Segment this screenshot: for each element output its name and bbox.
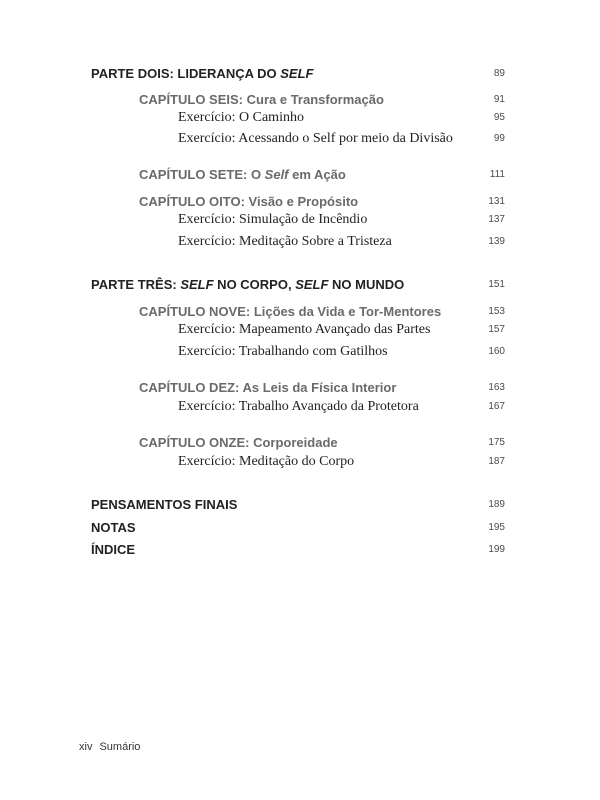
toc-entry-title: CAPÍTULO ONZE: Corporeidade	[139, 435, 338, 450]
toc-entry-chapter-seven	[0, 165, 600, 185]
toc-entry-page: 139	[488, 236, 505, 247]
page-footer	[79, 741, 147, 753]
toc-entry-title: PENSAMENTOS FINAIS	[91, 497, 238, 512]
toc-entry-page: 89	[493, 68, 505, 79]
toc-entry-title: Exercício: Acessando o Self por meio da Divisão	[178, 131, 453, 146]
toc-entry-page: 187	[488, 456, 505, 467]
toc-entry-title: PARTE TRÊS: SELF NO CORPO, SELF NO MUNDO	[91, 277, 405, 292]
toc-entry-exercise	[0, 397, 600, 417]
toc-entry-page: 167	[488, 401, 505, 412]
toc-entry-title: Exercício: Meditação do Corpo	[178, 454, 355, 469]
toc-entry-page: 153	[488, 306, 505, 317]
toc-entry-page: 199	[488, 544, 505, 555]
toc-entry-title: CAPÍTULO DEZ: As Leis da Física Interior	[139, 380, 397, 395]
toc-entry-page: 91	[493, 94, 505, 105]
toc-entry-page: 131	[488, 196, 505, 207]
toc-entry-chapter-six	[0, 90, 600, 110]
toc-entry-title: Exercício: Mapeamento Avançado das Partes	[178, 322, 431, 337]
toc-entry-page: 111	[489, 169, 505, 180]
toc-entry-page: 175	[488, 437, 505, 448]
toc-entry-title: Exercício: Trabalhando com Gatilhos	[178, 344, 388, 359]
footer-page-number: xiv	[79, 741, 93, 753]
toc-entry-page: 151	[488, 279, 505, 290]
toc-entry-page: 95	[493, 112, 505, 123]
footer-section-title: Sumário	[99, 741, 141, 753]
toc-entry-part-two	[0, 64, 600, 84]
toc-entry-final-thoughts	[0, 495, 600, 515]
toc-entry-page: 160	[488, 346, 505, 357]
toc-entry-exercise	[0, 210, 600, 230]
toc-entry-index	[0, 540, 600, 560]
toc-entry-title: CAPÍTULO SEIS: Cura e Transformação	[139, 92, 384, 107]
toc-entry-page: 157	[488, 324, 505, 335]
toc-entry-chapter-eight	[0, 192, 600, 212]
toc-entry-chapter-nine	[0, 302, 600, 322]
toc-entry-notes	[0, 518, 600, 538]
toc-entry-exercise	[0, 232, 600, 252]
toc-entry-title: CAPÍTULO SETE: O Self em Ação	[139, 167, 346, 182]
toc-entry-chapter-eleven	[0, 433, 600, 453]
toc-entry-title: PARTE DOIS: LIDERANÇA DO SELF	[91, 66, 314, 81]
toc-entry-exercise	[0, 452, 600, 472]
toc-entry-page: 137	[488, 214, 505, 225]
toc-entry-title: NOTAS	[91, 520, 136, 535]
toc-entry-exercise	[0, 108, 600, 128]
toc-entry-page: 195	[488, 522, 505, 533]
toc-entry-title: CAPÍTULO NOVE: Lições da Vida e Tor-Mentores	[139, 304, 442, 319]
toc-entry-exercise	[0, 342, 600, 362]
toc-entry-chapter-ten	[0, 378, 600, 398]
toc-entry-title: Exercício: Simulação de Incêndio	[178, 212, 368, 227]
toc-entry-exercise	[0, 320, 600, 340]
toc-entry-part-three	[0, 275, 600, 295]
toc-entry-exercise	[0, 129, 600, 149]
toc-entry-title: CAPÍTULO OITO: Visão e Propósito	[139, 194, 359, 209]
toc-entry-title: Exercício: Meditação Sobre a Tristeza	[178, 234, 392, 249]
toc-entry-page: 163	[488, 382, 505, 393]
toc-entry-title: Exercício: O Caminho	[178, 110, 304, 125]
toc-entry-page: 189	[488, 499, 505, 510]
toc-entry-page: 99	[493, 133, 505, 144]
toc-entry-title: Exercício: Trabalho Avançado da Protetora	[178, 399, 419, 414]
toc-entry-title: ÍNDICE	[91, 542, 136, 557]
